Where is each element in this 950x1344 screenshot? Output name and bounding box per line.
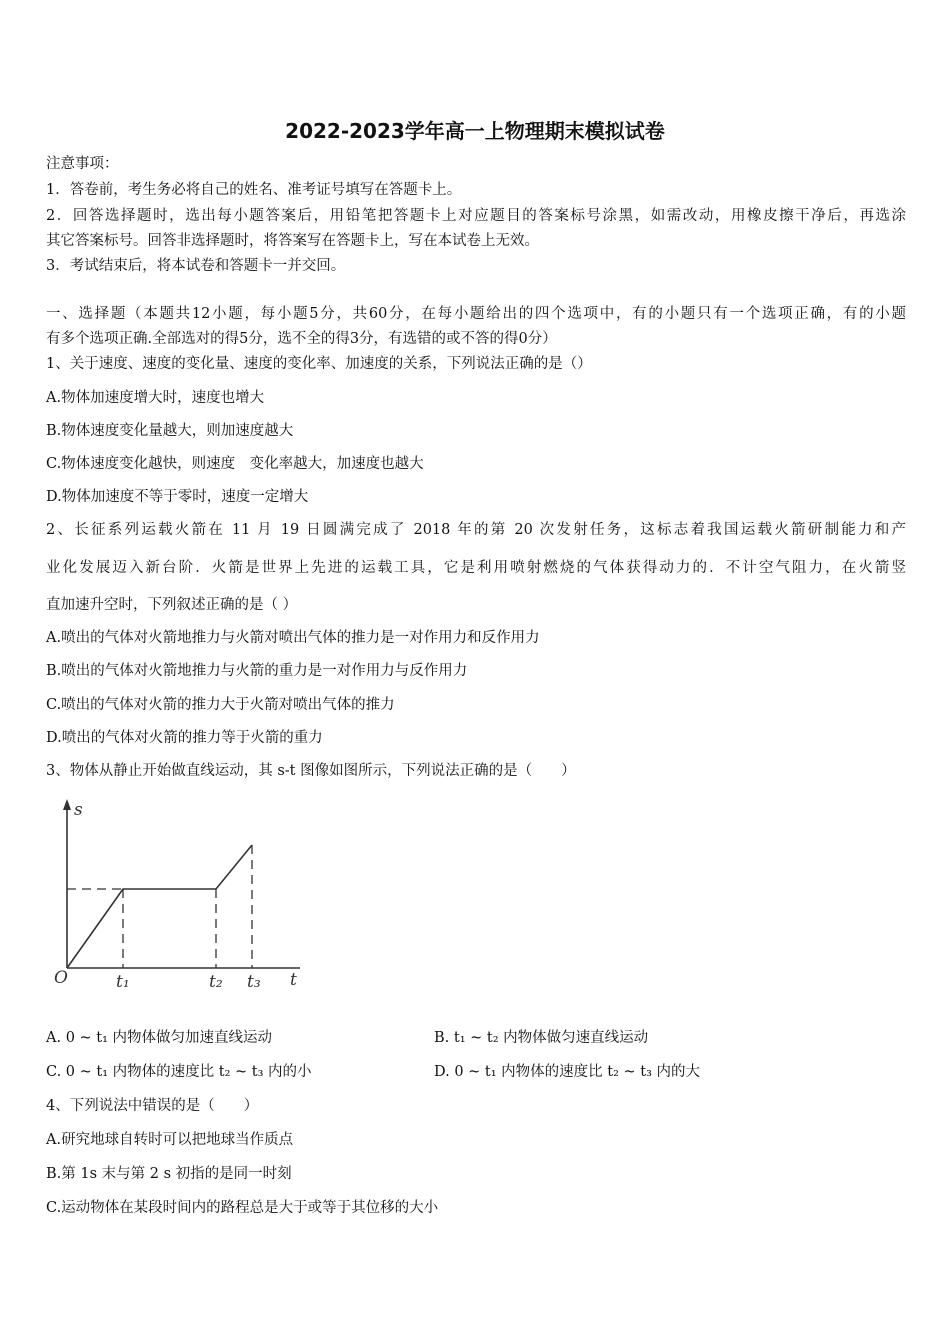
question-3-option-c: C. 0 ~ t₁ 内物体的速度比 t₂ ~ t₃ 内的小: [46, 1064, 312, 1080]
question-2-option-b: B.喷出的气体对火箭地推力与火箭的重力是一对作用力与反作用力: [46, 663, 468, 679]
question-2-stem-cont: 业化发展迈入新台阶．火箭是世界上先进的运载工具，它是利用喷射燃烧的气体获得动力的．不计空气阻力，在火箭竖: [46, 560, 906, 576]
question-3-stem: 3、物体从静止开始做直线运动，其 s-t 图像如图所示，下列说法正确的是（ ）: [46, 763, 576, 779]
question-3-option-b: B. t₁ ~ t₂ 内物体做匀速直线运动: [434, 1030, 649, 1046]
tick-label-t2: t₂: [209, 972, 223, 992]
s-t-graph: [52, 795, 322, 1000]
question-2-option-a: A.喷出的气体对火箭地推力与火箭对喷出气体的推力是一对作用力和反作用力: [46, 630, 540, 646]
s-t-curve: [67, 845, 252, 968]
question-1-option-c: C.物体速度变化越快，则速度 变化率越大，加速度也越大: [46, 456, 424, 472]
notice-item-2: 2．回答选择题时，选出每小题答案后，用铅笔把答题卡上对应题目的答案标号涂黑，如需改动，用橡皮擦干净后，再选涂: [46, 208, 906, 224]
section-heading: 一、选择题（本题共12小题，每小题5分，共60分，在每小题给出的四个选项中，有的小题只有一个选项正确，有的小题: [46, 306, 906, 322]
section-heading-cont: 有多个选项正确.全部选对的得5分，选不全的得3分，有选错的或不答的得0分）: [46, 331, 557, 347]
notice-heading: 注意事项：: [46, 156, 119, 172]
question-4-option-b: B.第 1s 末与第 2 s 初指的是同一时刻: [46, 1166, 292, 1182]
question-1-option-d: D.物体加速度不等于零时，速度一定增大: [46, 489, 309, 505]
axis-label-s: s: [74, 800, 83, 820]
question-1-stem: 1、关于速度、速度的变化量、速度的变化率、加速度的关系，下列说法正确的是（）: [46, 356, 592, 372]
notice-item-2-cont: 其它答案标号。回答非选择题时，将答案写在答题卡上，写在本试卷上无效。: [46, 233, 539, 249]
tick-label-t1: t₁: [116, 972, 130, 992]
notice-item-1: 1．答卷前，考生务必将自己的姓名、准考证号填写在答题卡上。: [46, 182, 462, 198]
notice-item-3: 3．考试结束后，将本试卷和答题卡一并交回。: [46, 258, 346, 274]
question-3-option-d: D. 0 ~ t₁ 内物体的速度比 t₂ ~ t₃ 内的大: [434, 1064, 701, 1080]
question-1-option-b: B.物体速度变化量越大，则加速度越大: [46, 423, 294, 439]
page-title: 2022-2023学年高一上物理期末模拟试卷: [285, 119, 665, 143]
axis-label-t: t: [290, 970, 297, 990]
question-2-option-d: D.喷出的气体对火箭的推力等于火箭的重力: [46, 730, 323, 746]
question-1-option-a: A.物体加速度增大时，速度也增大: [46, 390, 265, 406]
question-2-option-c: C.喷出的气体对火箭的推力大于火箭对喷出气体的推力: [46, 697, 395, 713]
question-4-option-a: A.研究地球自转时可以把地球当作质点: [46, 1132, 294, 1148]
question-4-option-c: C.运动物体在某段时间内的路程总是大于或等于其位移的大小: [46, 1200, 439, 1216]
origin-label: O: [54, 968, 68, 988]
question-2-stem-end: 直加速升空时，下列叙述正确的是（ ）: [46, 597, 298, 613]
question-4-stem: 4、下列说法中错误的是（ ）: [46, 1098, 259, 1114]
y-axis-arrow: [63, 799, 71, 810]
question-3-option-a: A. 0 ~ t₁ 内物体做匀加速直线运动: [46, 1030, 273, 1046]
tick-label-t3: t₃: [247, 972, 261, 992]
question-2-stem: 2、长征系列运载火箭在 11 月 19 日圆满完成了 2018 年的第 20 次发射任务，这标志着我国运载火箭研制能力和产: [46, 522, 906, 538]
